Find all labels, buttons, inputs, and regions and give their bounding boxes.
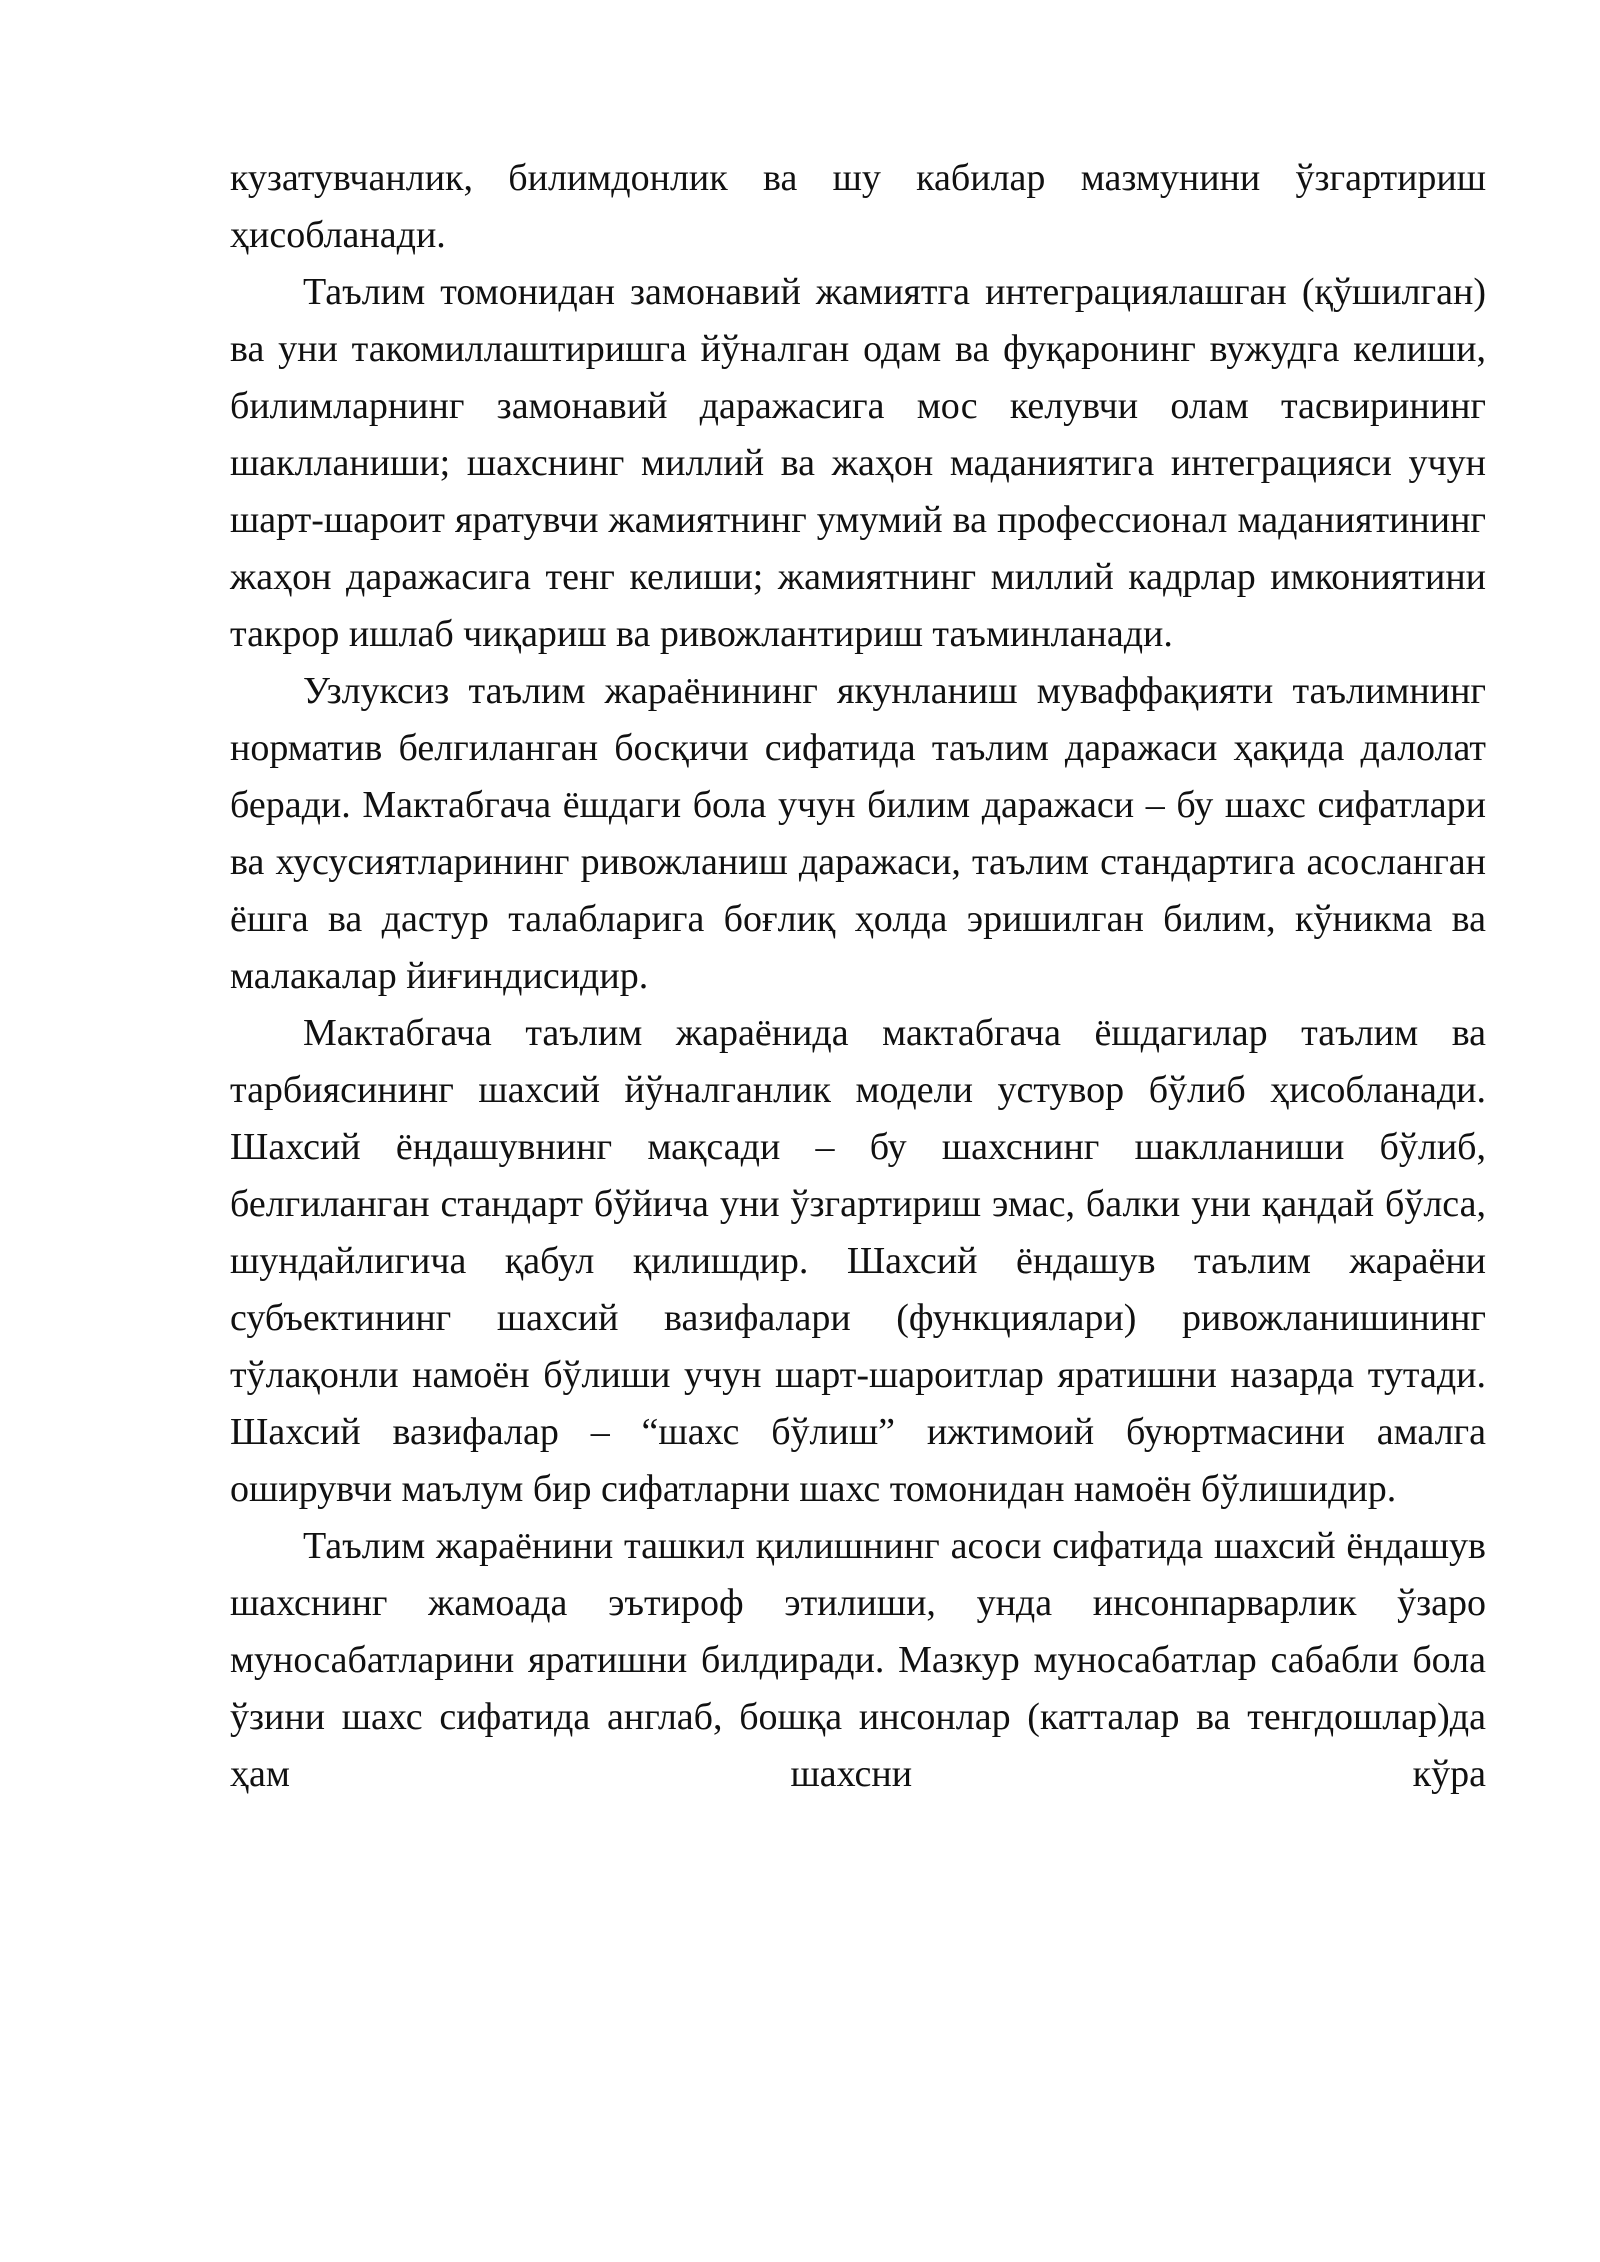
paragraph-3: Узлуксиз таълим жараёнининг якунланиш муваффақияти таълимнинг норматив белгиланган босқичи сифатида таълим даражаси ҳақида далолат беради. Мактабгача ёшдаги бола учун билим даражаси – бу шахс сифатлари ва хусусиятларининг ривожланиш даражаси, таълим стандартига асосланган ёшга ва дастур талабларига боғлиқ ҳолда эришилган билим, кўникма ва малакалар йиғиндисидир. bbox=[230, 670, 1486, 997]
paragraph-1: кузатувчанлик, билимдонлик ва шу кабилар мазмунини ўзгартириш ҳисобланади. bbox=[230, 157, 1486, 256]
document-page bbox=[230, 150, 1486, 1803]
paragraph-5: Таълим жараёнини ташкил қилишнинг асоси сифатида шахсий ёндашув шахснинг жамоада эътироф этилиши, унда инсонпарварлик ўзаро муносабатларини яратишни билдиради. Мазкур муносабатлар сабабли бола ўзини шахс сифатида англаб, бошқа инсонлар (катталар ва тенгдошлар)да ҳам шахсни кўра bbox=[230, 1525, 1486, 1795]
paragraph-2: Таълим томонидан замонавий жамиятга интеграциялашган (қўшилган) ва уни такомиллаштиришга йўналган одам ва фуқаронинг вужудга келиши, билимларнинг замонавий даражасига мос келувчи олам тасвирининг шаклланиши; шахснинг миллий ва жаҳон маданиятига интеграцияси учун шарт-шароит яратувчи жамиятнинг умумий ва профессионал маданиятининг жаҳон даражасига тенг келиши; жамиятнинг миллий кадрлар имкониятини такрор ишлаб чиқариш ва ривожлантириш таъминланади. bbox=[230, 271, 1486, 655]
paragraph-4: Мактабгача таълим жараёнида мактабгача ёшдагилар таълим ва тарбиясининг шахсий йўналганлик модели устувор бўлиб ҳисобланади. Шахсий ёндашувнинг мақсади – бу шахснинг шаклланиши бўлиб, белгиланган стандарт бўйича уни ўзгартириш эмас, балки уни қандай бўлса, шундайлигича қабул қилишдир. Шахсий ёндашув таълим жараёни субъектининг шахсий вазифалари (функциялари) ривожланишининг тўлақонли намоён бўлиши учун шарт-шароитлар яратишни назарда тутади. Шахсий вазифалар – “шахс бўлиш” ижтимоий буюртмасини амалга оширувчи маълум бир сифатларни шахс томонидан намоён бўлишидир. bbox=[230, 1012, 1486, 1510]
